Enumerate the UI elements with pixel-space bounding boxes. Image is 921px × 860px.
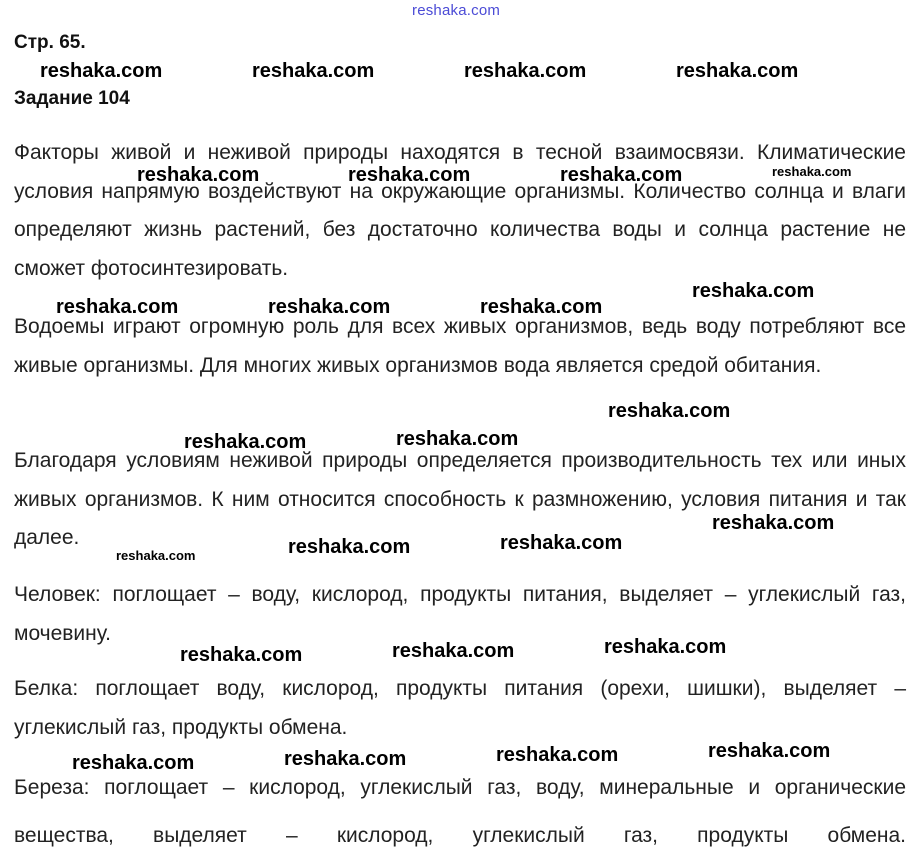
watermark: reshaka.com [180,644,303,666]
watermark: reshaka.com [268,296,391,318]
watermark: reshaka.com [56,296,179,318]
paragraph-water-bodies: Водоемы играют огромную роль для всех живых организмов, ведь воду потребляют все живые организмы. Для многих живых организмов вода является средой обитания. [14,315,906,377]
site-link[interactable]: reshaka.com [412,2,501,19]
paragraph-factors: Факторы живой и неживой природы находятся в тесной взаимосвязи. Климатические условия напрямую воздействуют на окружающие организмы. Количество солнца и влаги определяют жизнь растений, без достаточно количества воды и солнца растение не сможет фотосинтезировать. [14,141,906,280]
paragraph-squirrel: Белка: поглощает воду, кислород, продукты питания (орехи, шишки), выделяет – углекислый газ, продукты обмена. [14,677,906,739]
watermark: reshaka.com [608,400,731,422]
watermark: reshaka.com [348,164,471,186]
watermark: reshaka.com [708,740,831,762]
watermark: reshaka.com [676,60,799,82]
watermark: reshaka.com [392,640,515,662]
task-title: Задание 104 [14,88,130,109]
watermark: reshaka.com [496,744,619,766]
watermark: reshaka.com [500,532,623,554]
watermark: reshaka.com [184,431,307,453]
watermark: reshaka.com [464,60,587,82]
watermark: reshaka.com [284,748,407,770]
paragraph-nonliving-conditions: Благодаря условиям неживой природы определяется производительность тех или иных живых организмов. К ним относится способность к размножению, условия питания и так далее. [14,449,906,549]
watermark: reshaka.com [480,296,603,318]
watermark: reshaka.com [40,60,163,82]
watermark: reshaka.com [252,60,375,82]
watermark: reshaka.com [692,280,815,302]
watermark: reshaka.com [72,752,195,774]
watermark: reshaka.com [772,164,852,179]
watermark: reshaka.com [116,548,196,563]
watermark: reshaka.com [396,428,519,450]
watermark: reshaka.com [712,512,835,534]
paragraph-human: Человек: поглощает – воду, кислород, продукты питания, выделяет – углекислый газ, мочевину. [14,583,906,645]
watermark: reshaka.com [288,536,411,558]
paragraph-birch: Береза: поглощает – кислород, углекислый газ, воду, минеральные и органические вещества, выделяет – кислород, углекислый газ, продукты обмена. [14,776,906,847]
watermark: reshaka.com [137,164,260,186]
page-reference: Стр. 65. [14,32,86,53]
watermark: reshaka.com [604,636,727,658]
watermark: reshaka.com [560,164,683,186]
